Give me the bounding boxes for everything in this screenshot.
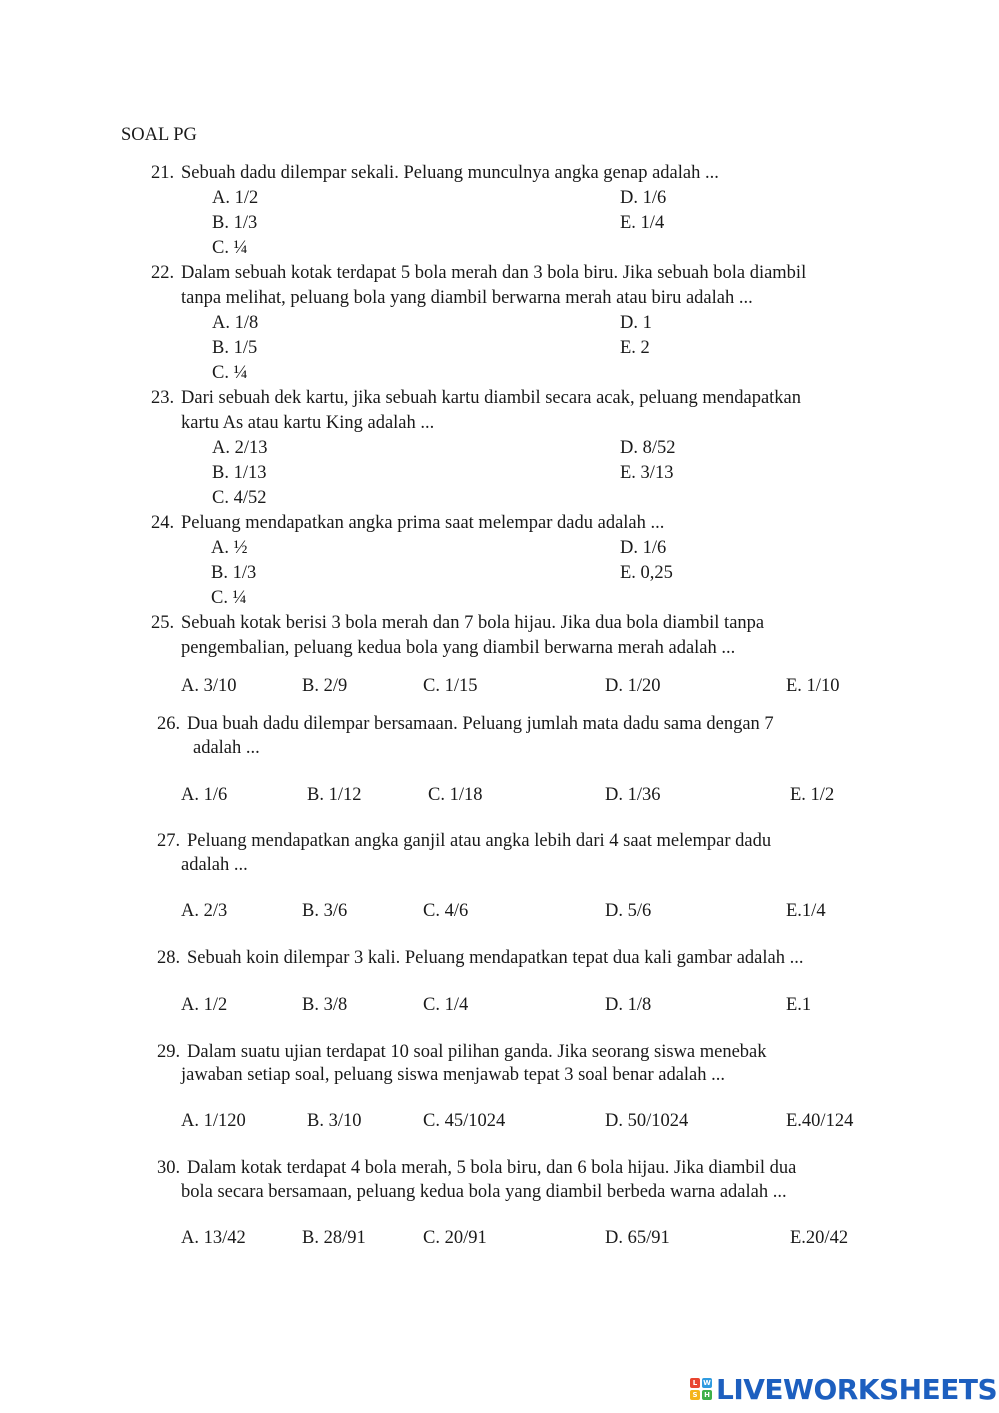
question-23-text-line-2: kartu As atau kartu King adalah ... (181, 413, 435, 433)
question-27-text-line-2: adalah ... (181, 855, 248, 875)
question-27-number: 27. (157, 831, 181, 851)
option-a[interactable]: A. 3/10 (181, 676, 237, 696)
page-title: SOAL PG (121, 125, 197, 145)
logo-tile: W (703, 1379, 711, 1387)
option-c[interactable]: C. 1/15 (423, 676, 478, 696)
question-23-number: 23. (151, 388, 175, 408)
option-d[interactable]: D. 50/1024 (605, 1111, 689, 1131)
option-b[interactable]: B. 1/3 (211, 563, 257, 583)
option-a[interactable]: A. 1/2 (212, 188, 259, 208)
question-30-number: 30. (157, 1158, 181, 1178)
option-b[interactable]: B. 1/13 (212, 463, 267, 483)
option-b[interactable]: B. 3/8 (302, 995, 348, 1015)
option-d[interactable]: D. 1 (620, 313, 652, 333)
option-a[interactable]: A. 1/6 (181, 785, 228, 805)
question-26-text-line-2: adalah ... (193, 738, 260, 758)
question-25-number: 25. (151, 613, 175, 633)
question-29-text-line-2: jawaban setiap soal, peluang siswa menjawab tepat 3 soal benar adalah ... (181, 1065, 726, 1085)
option-e[interactable]: E. 1/2 (790, 785, 835, 805)
question-22-text-line-2: tanpa melihat, peluang bola yang diambil berwarna merah atau biru adalah ... (181, 288, 753, 308)
question-30-text-line-1: Dalam kotak terdapat 4 bola merah, 5 bola biru, dan 6 bola hijau. Jika diambil dua (187, 1158, 797, 1178)
option-c[interactable]: C. ¼ (211, 588, 247, 608)
option-a[interactable]: A. 2/3 (181, 901, 228, 921)
option-e[interactable]: E. 3/13 (620, 463, 674, 483)
option-d[interactable]: D. 65/91 (605, 1228, 670, 1248)
option-b[interactable]: B. 1/5 (212, 338, 258, 358)
option-e[interactable]: E. 0,25 (620, 563, 673, 583)
option-d[interactable]: D. 1/8 (605, 995, 652, 1015)
logo-tile: H (702, 1390, 712, 1400)
option-d[interactable]: D. 8/52 (620, 438, 676, 458)
option-b[interactable]: B. 3/10 (307, 1111, 362, 1131)
logo-tile: S (690, 1390, 700, 1400)
question-22-number: 22. (151, 263, 175, 283)
option-c[interactable]: C. 1/18 (428, 785, 483, 805)
option-c[interactable]: C. 20/91 (423, 1228, 487, 1248)
option-a[interactable]: A. 1/8 (212, 313, 259, 333)
option-b[interactable]: B. 2/9 (302, 676, 348, 696)
logo-mark-icon (690, 1378, 712, 1400)
option-e[interactable]: E.1/4 (786, 901, 826, 921)
question-28-number: 28. (157, 948, 181, 968)
logo-text: LIVEWORKSHEETS (716, 1372, 998, 1406)
option-e[interactable]: E. 2 (620, 338, 650, 358)
question-26-text-line-1: Dua buah dadu dilempar bersamaan. Peluang jumlah mata dadu sama dengan 7 (187, 714, 774, 734)
option-d[interactable]: D. 1/20 (605, 676, 661, 696)
question-29-number: 29. (157, 1042, 181, 1062)
option-e[interactable]: E. 1/10 (786, 676, 840, 696)
option-e[interactable]: E. 1/4 (620, 213, 665, 233)
liveworksheets-logo (690, 1372, 997, 1406)
question-21-text: Sebuah dadu dilempar sekali. Peluang munculnya angka genap adalah ... (181, 163, 719, 183)
option-d[interactable]: D. 5/6 (605, 901, 652, 921)
option-a[interactable]: A. 2/13 (212, 438, 268, 458)
question-25-text-line-1: Sebuah kotak berisi 3 bola merah dan 7 bola hijau. Jika dua bola diambil tanpa (181, 613, 765, 633)
option-c[interactable]: C. 4/52 (212, 488, 267, 508)
logo-tile: L (690, 1378, 700, 1388)
option-c[interactable]: C. ¼ (212, 238, 248, 258)
question-25-text-line-2: pengembalian, peluang kedua bola yang diambil berwarna merah adalah ... (181, 638, 736, 658)
question-23-text-line-1: Dari sebuah dek kartu, jika sebuah kartu diambil secara acak, peluang mendapatkan (181, 388, 802, 408)
question-26-number: 26. (157, 714, 181, 734)
question-24-text: Peluang mendapatkan angka prima saat melempar dadu adalah ... (181, 513, 665, 533)
option-e[interactable]: E.1 (786, 995, 812, 1015)
question-21-number: 21. (151, 163, 175, 183)
option-d[interactable]: D. 1/6 (620, 538, 667, 558)
option-a[interactable]: A. 1/2 (181, 995, 228, 1015)
question-24-number: 24. (151, 513, 175, 533)
option-b[interactable]: B. 1/3 (212, 213, 258, 233)
option-c[interactable]: C. 45/1024 (423, 1111, 506, 1131)
question-28-text: Sebuah koin dilempar 3 kali. Peluang mendapatkan tepat dua kali gambar adalah ... (187, 948, 804, 968)
option-e[interactable]: E.40/124 (786, 1111, 854, 1131)
option-c[interactable]: C. ¼ (212, 363, 248, 383)
question-30-text-line-2: bola secara bersamaan, peluang kedua bola yang diambil berbeda warna adalah ... (181, 1182, 787, 1202)
option-c[interactable]: C. 1/4 (423, 995, 469, 1015)
option-d[interactable]: D. 1/6 (620, 188, 667, 208)
option-a[interactable]: A. ½ (211, 538, 248, 558)
option-e[interactable]: E.20/42 (790, 1228, 849, 1248)
option-a[interactable]: A. 1/120 (181, 1111, 246, 1131)
option-d[interactable]: D. 1/36 (605, 785, 661, 805)
question-27-text-line-1: Peluang mendapatkan angka ganjil atau angka lebih dari 4 saat melempar dadu (187, 831, 772, 851)
option-b[interactable]: B. 28/91 (302, 1228, 366, 1248)
option-a[interactable]: A. 13/42 (181, 1228, 246, 1248)
question-29-text-line-1: Dalam suatu ujian terdapat 10 soal pilihan ganda. Jika seorang siswa menebak (187, 1042, 767, 1062)
question-22-text-line-1: Dalam sebuah kotak terdapat 5 bola merah dan 3 bola biru. Jika sebuah bola diambil (181, 263, 807, 283)
option-b[interactable]: B. 3/6 (302, 901, 348, 921)
option-b[interactable]: B. 1/12 (307, 785, 362, 805)
option-c[interactable]: C. 4/6 (423, 901, 469, 921)
